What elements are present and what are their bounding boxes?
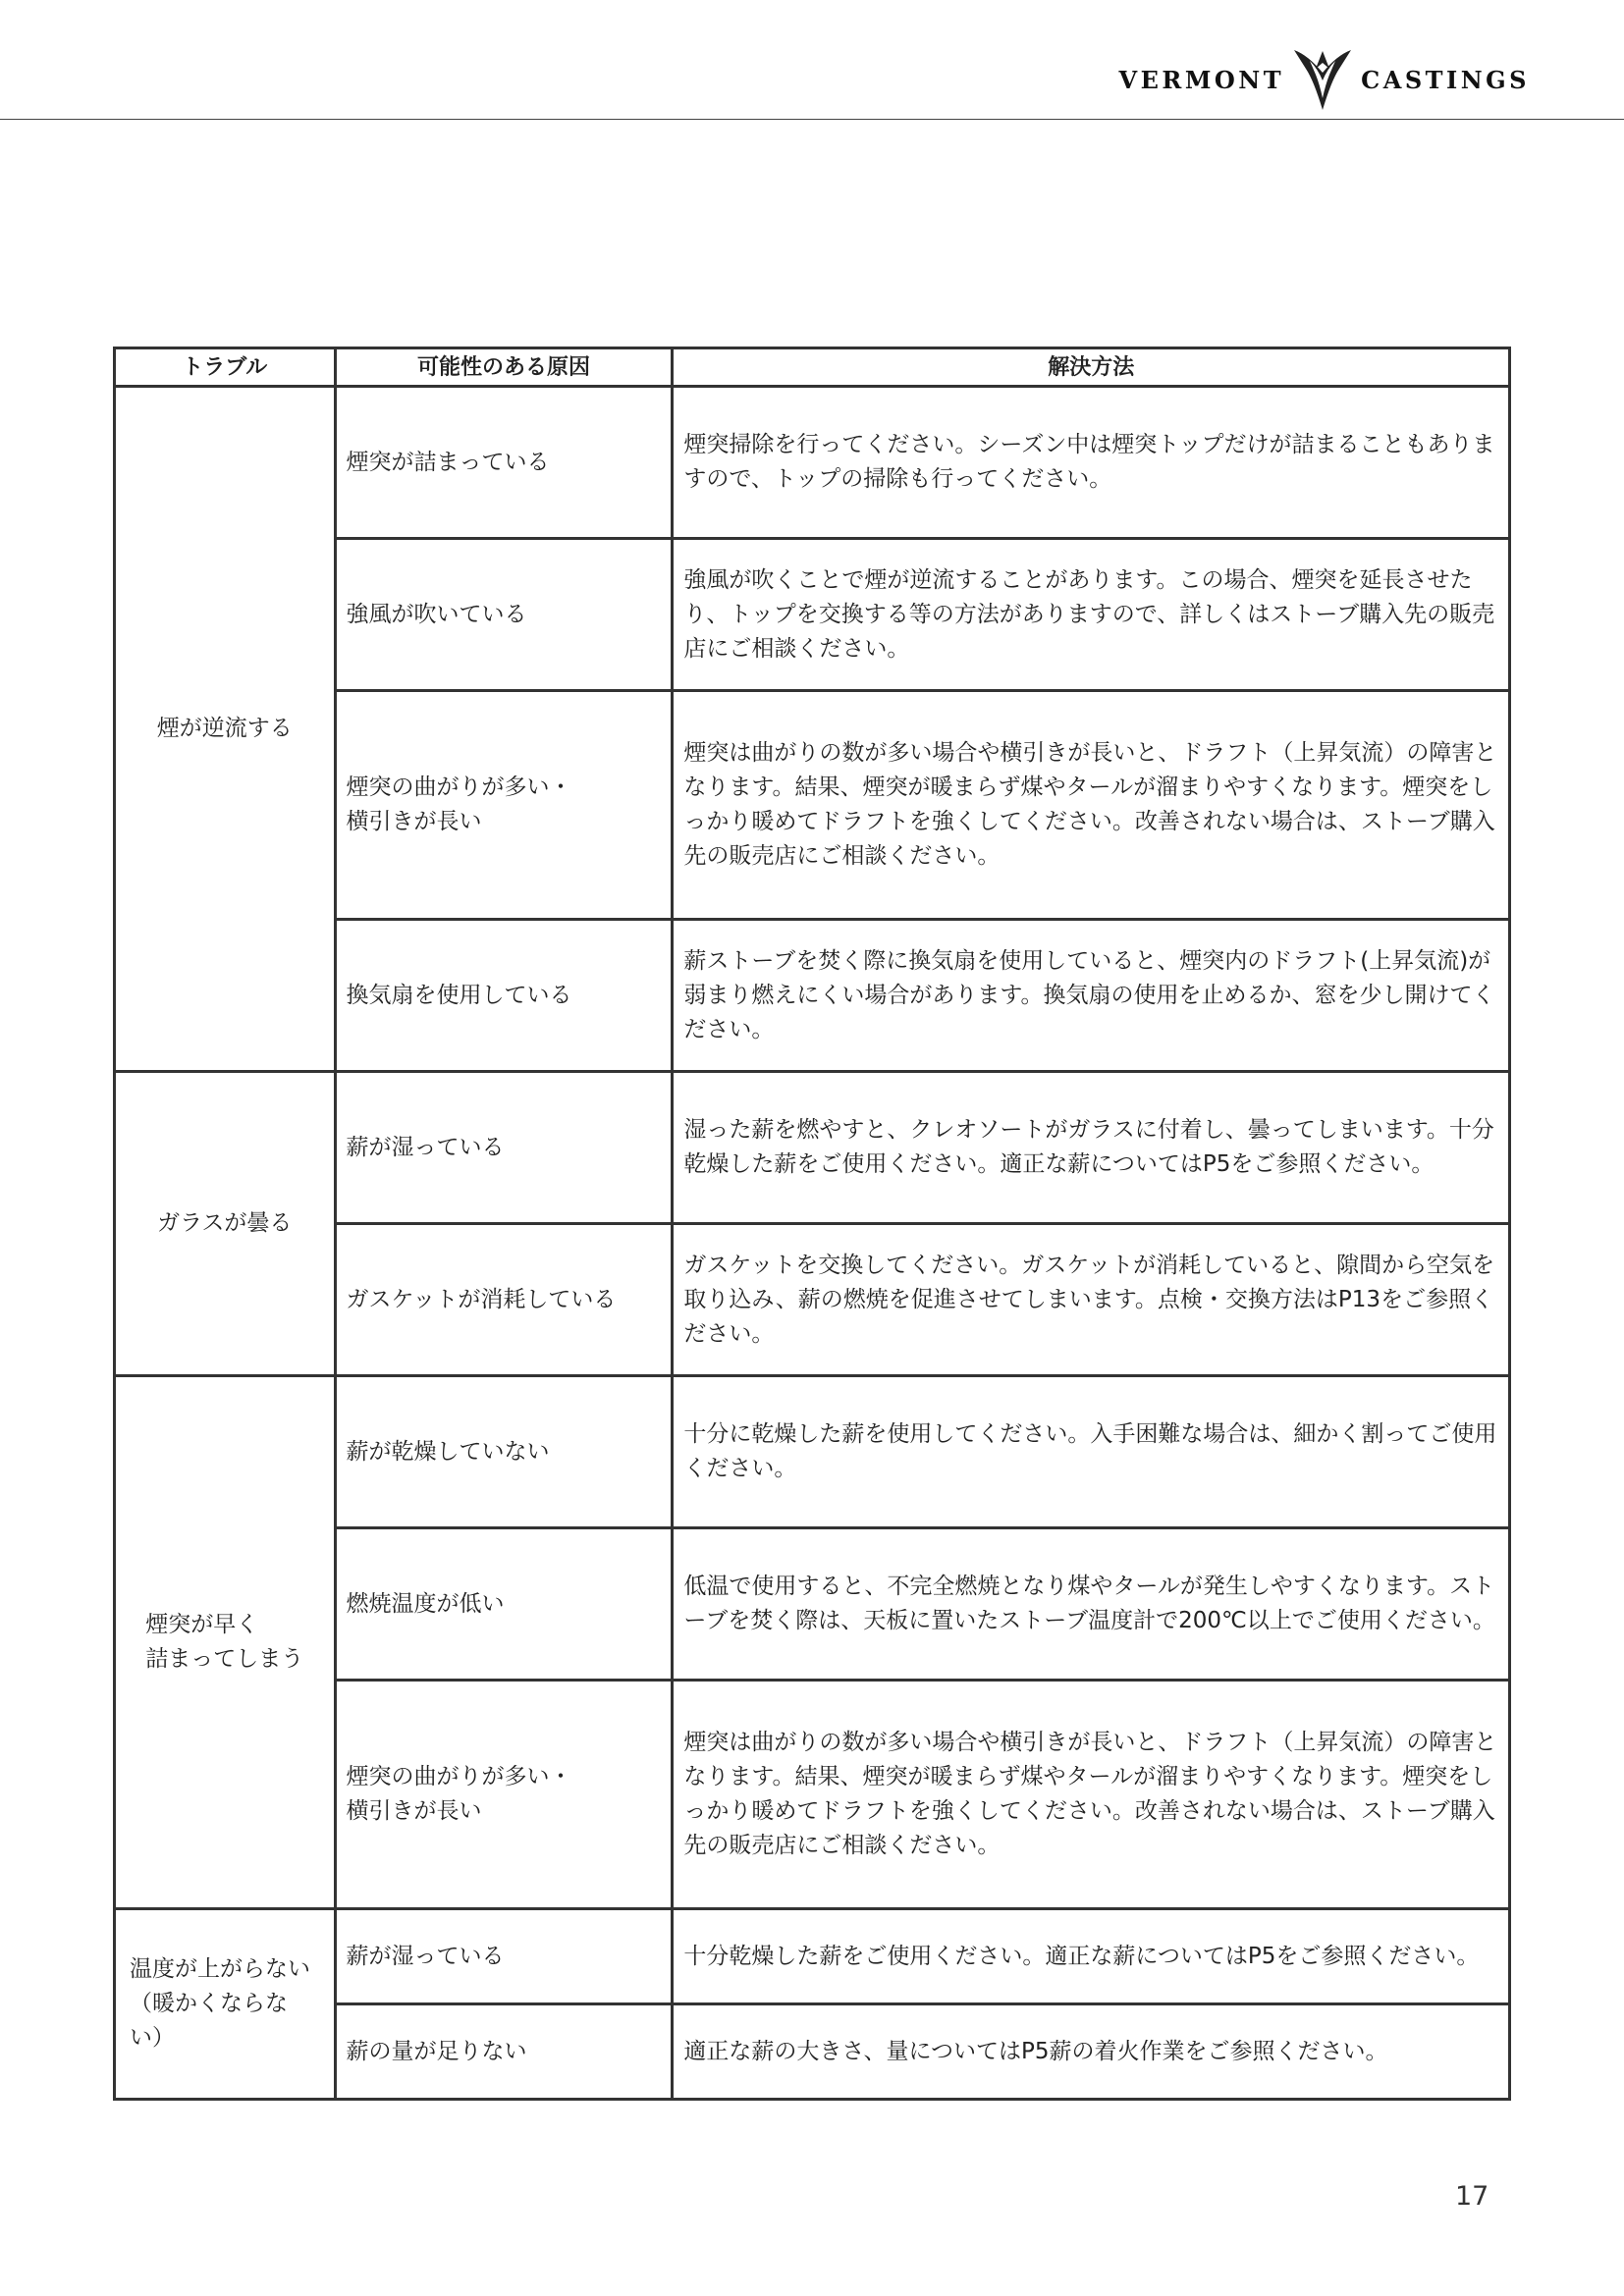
- cause-cell: [335, 1376, 673, 1528]
- cause-label: 薪が湿っている: [346, 1134, 505, 1160]
- trouble-label: 煙が逆流する: [156, 716, 293, 741]
- table-row: [115, 1376, 1510, 1528]
- solution-cell: 十分乾燥した薪をご使用ください。適正な薪についてはP5をご参照ください。: [673, 1909, 1510, 2004]
- cause-cell: [335, 920, 673, 1072]
- cause-label: 煙突の曲がりが多い・ 横引きが長い: [346, 774, 572, 834]
- cause-label: 強風が吹いている: [346, 601, 527, 627]
- brand-name-left: VERMONT: [1118, 65, 1285, 94]
- column-header-solution: 解決方法: [673, 348, 1510, 387]
- troubleshooting-table: [113, 347, 1511, 2101]
- cause-cell: [335, 1681, 673, 1909]
- cause-label: 燃焼温度が低い: [346, 1590, 505, 1617]
- trouble-label: 温度が上がらない （暖かくならない）: [130, 1956, 310, 2051]
- table-row: [115, 387, 1510, 539]
- brand-logo: [1118, 47, 1530, 112]
- cause-cell: [335, 1909, 673, 2004]
- solution-cell: 強風が吹くことで煙が逆流することがあります。この場合、煙突を延長させたり、トップを交換する等の方法がありますので、詳しくはストーブ購入先の販売店にご相談ください。: [673, 539, 1510, 691]
- column-header-cause: 可能性のある原因: [335, 348, 673, 387]
- cause-label: 薪が湿っている: [346, 1943, 505, 1969]
- solution-cell: 湿った薪を燃やすと、クレオソートがガラスに付着し、曇ってしまいます。十分乾燥した薪をご使用ください。適正な薪についてはP5をご参照ください。: [673, 1072, 1510, 1224]
- table-row: [115, 1072, 1510, 1224]
- page-header: [0, 0, 1624, 120]
- solution-cell: 適正な薪の大きさ、量についてはP5薪の着火作業をご参照ください。: [673, 2004, 1510, 2100]
- vermont-castings-emblem-icon: [1292, 47, 1353, 112]
- cause-cell: [335, 1528, 673, 1681]
- table-row: [115, 1909, 1510, 2004]
- trouble-label: ガラスが曇る: [157, 1210, 293, 1236]
- cause-cell: [335, 2004, 673, 2100]
- page-number: 17: [1455, 2181, 1489, 2212]
- cause-label: 薪の量が足りない: [346, 2038, 527, 2064]
- solution-cell: ガスケットを交換してください。ガスケットが消耗していると、隙間から空気を取り込み、薪の燃焼を促進させてしまいます。点検・交換方法はP13をご参照ください。: [673, 1224, 1510, 1376]
- trouble-cell: [115, 1909, 336, 2100]
- solution-cell: 煙突は曲がりの数が多い場合や横引きが長いと、ドラフト（上昇気流）の障害となります。結果、煙突が暖まらず煤やタールが溜まりやすくなります。煙突をしっかり暖めてドラフトを強くしてください。改善されない場合は、ストーブ購入先の販売店にご相談ください。: [673, 1681, 1510, 1909]
- column-header-trouble: トラブル: [115, 348, 336, 387]
- trouble-cell: [115, 1376, 336, 1909]
- cause-label: 薪が乾燥していない: [346, 1438, 550, 1465]
- solution-cell: 低温で使用すると、不完全燃焼となり煤やタールが発生しやすくなります。ストーブを焚く際は、天板に置いたストーブ温度計で200℃以上でご使用ください。: [673, 1528, 1510, 1681]
- cause-label: ガスケットが消耗している: [346, 1286, 617, 1312]
- cause-cell: [335, 1224, 673, 1376]
- solution-cell: 煙突は曲がりの数が多い場合や横引きが長いと、ドラフト（上昇気流）の障害となります。結果、煙突が暖まらず煤やタールが溜まりやすくなります。煙突をしっかり暖めてドラフトを強くしてください。改善されない場合は、ストーブ購入先の販売店にご相談ください。: [673, 691, 1510, 920]
- cause-cell: [335, 539, 673, 691]
- cause-cell: [335, 1072, 673, 1224]
- trouble-cell: [115, 387, 336, 1072]
- table-header-row: [115, 348, 1510, 387]
- cause-label: 煙突の曲がりが多い・ 横引きが長い: [346, 1764, 572, 1824]
- trouble-label: 煙突が早く 詰まってしまう: [145, 1612, 304, 1672]
- cause-label: 換気扇を使用している: [346, 982, 572, 1008]
- trouble-cell: [115, 1072, 336, 1376]
- solution-cell: 煙突掃除を行ってください。シーズン中は煙突トップだけが詰まることもありますので、トップの掃除も行ってください。: [673, 387, 1510, 539]
- cause-cell: [335, 387, 673, 539]
- solution-cell: 十分に乾燥した薪を使用してください。入手困難な場合は、細かく割ってご使用ください。: [673, 1376, 1510, 1528]
- cause-cell: [335, 691, 673, 920]
- brand-name-right: CASTINGS: [1361, 65, 1530, 94]
- cause-label: 煙突が詰まっている: [346, 449, 550, 475]
- solution-cell: 薪ストーブを焚く際に換気扇を使用していると、煙突内のドラフト(上昇気流)が弱まり燃えにくい場合があります。換気扇の使用を止めるか、窓を少し開けてください。: [673, 920, 1510, 1072]
